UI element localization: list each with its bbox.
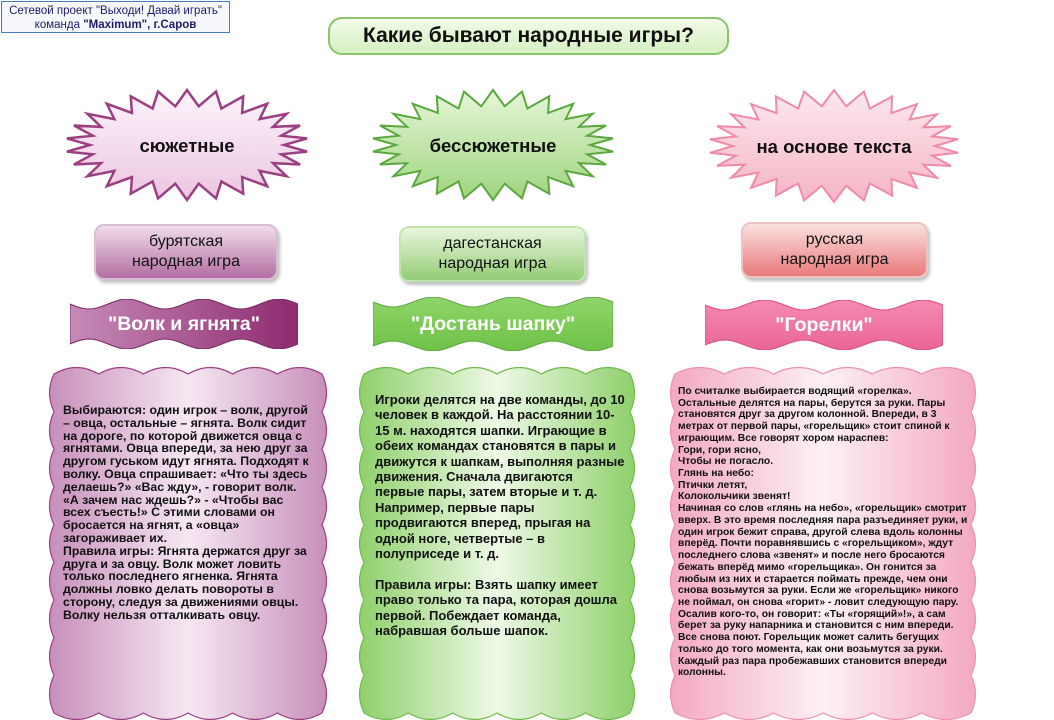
category-label-text-based: на основе текста xyxy=(756,135,912,157)
project-credit xyxy=(1,1,230,33)
credit-team: "Maximum", г.Саров xyxy=(83,19,197,31)
game-banner-gorelki xyxy=(705,300,943,350)
credit-prefix: команда xyxy=(34,19,84,31)
category-label-plot: сюжетные xyxy=(139,134,235,156)
game-title-wolf: "Волк и ягнята" xyxy=(107,312,261,335)
description-cloud-wolf xyxy=(47,367,329,720)
game-banner-hat xyxy=(373,297,613,351)
game-description-gorelki: По считалке выбирается водящий «горелка». Остальные делятся на пары, берутся за руки. Пары становятся друг за другом колонной. Впереди, в 3 метрах от первой пары, «горельщик» стоит спиной к играющим. Все говорят хором нараспев: Гори, гори ясно, Чтобы не погасло. Глянь на небо: Птички летят, Колокольчики звенят! Начиная со слов «глянь на небо», «горельщик» смотрит вверх. В это время последняя пара разъединяет руки, и один игрок бежит справа, другой слева вдоль колонны вперёд. Почти поравнявшись с «горельщиком», ждут последнего слова «звенят» и после него бросаются бежать вперёд мимо «горельщика». Он гонится за любым из них и старается поймать прежде, чем они снова возьмутся за руки. Если же «горельщик» никого не поймал, он снова «горит» - ловит следующую пару. Осалив кого-то, он говорит: «Ты «горящий»!», а сам берет за руку напарника и становится с ним впереди. Все снова поют. Горельщик может салить бегущих только до того момента, как они возьмутся за руки. Каждый раз пара пробежавших становится впереди колонны. xyxy=(678,386,968,679)
origin-box-russian xyxy=(741,222,928,278)
credit-line-2 xyxy=(2,18,229,32)
origin-box-buryat xyxy=(94,224,278,280)
game-title-hat: "Достань шапку" xyxy=(410,312,576,335)
origin-label: бурятская народная игра xyxy=(132,233,240,270)
category-label-plotless: бессюжетные xyxy=(429,134,557,156)
description-cloud-gorelki xyxy=(668,367,978,720)
game-description-hat: Игроки делятся на две команды, до 10 человек в каждой. На расстоянии 10-15 м. находятся шапки. Играющие в обеих командах становятся в пары и движутся к шапкам, выполняя разные движения. Сначала двигаются первые пары, затем вторые и т. д. Например, первые пары продвигаются вперед, прыгая на одной ноге, четвертые – в полуприседе и т. д. Правила игры: Взять шапку имеет право только та пара, которая дошла первой. Побеждает команда, набравшая больше шапок. xyxy=(375,392,625,639)
page-title: Какие бывают народные игры? xyxy=(328,17,729,55)
category-star-text-based xyxy=(707,88,961,204)
category-star-plotless xyxy=(370,88,616,202)
origin-label: дагестанская народная игра xyxy=(438,235,547,272)
game-title-gorelki: "Горелки" xyxy=(775,313,873,336)
game-description-wolf: Выбираются: один игрок – волк, другой – овца, остальные – ягнята. Волк сидит на дороге, по которой движется овца с ягнятами. Овца впереди, за нею друг за другом гуськом идут ягнята. Подходят к волку. Овца спрашивает: «Что ты здесь делаешь?» «Вас жду», - говорит волк. «А зачем нас ждешь?» - «Чтобы вас всех съесть!» С этими словами он бросается на ягнят, а «овца» загораживает их. Правила игры: Ягнята держатся друг за друга и за овцу. Волк может ловить только последнего ягненка. Ягнята должны ловко делать повороты в сторону, следуя за движениями овцы. Волку нельзя отталкивать овцу. xyxy=(63,403,309,622)
origin-label: русская народная игра xyxy=(780,231,889,268)
category-star-plot xyxy=(64,88,310,202)
origin-box-dagestan xyxy=(399,226,586,282)
description-cloud-hat xyxy=(357,367,637,720)
game-banner-wolf xyxy=(70,299,298,349)
credit-line-1: Сетевой проект "Выходи! Давай играть" xyxy=(9,5,222,17)
